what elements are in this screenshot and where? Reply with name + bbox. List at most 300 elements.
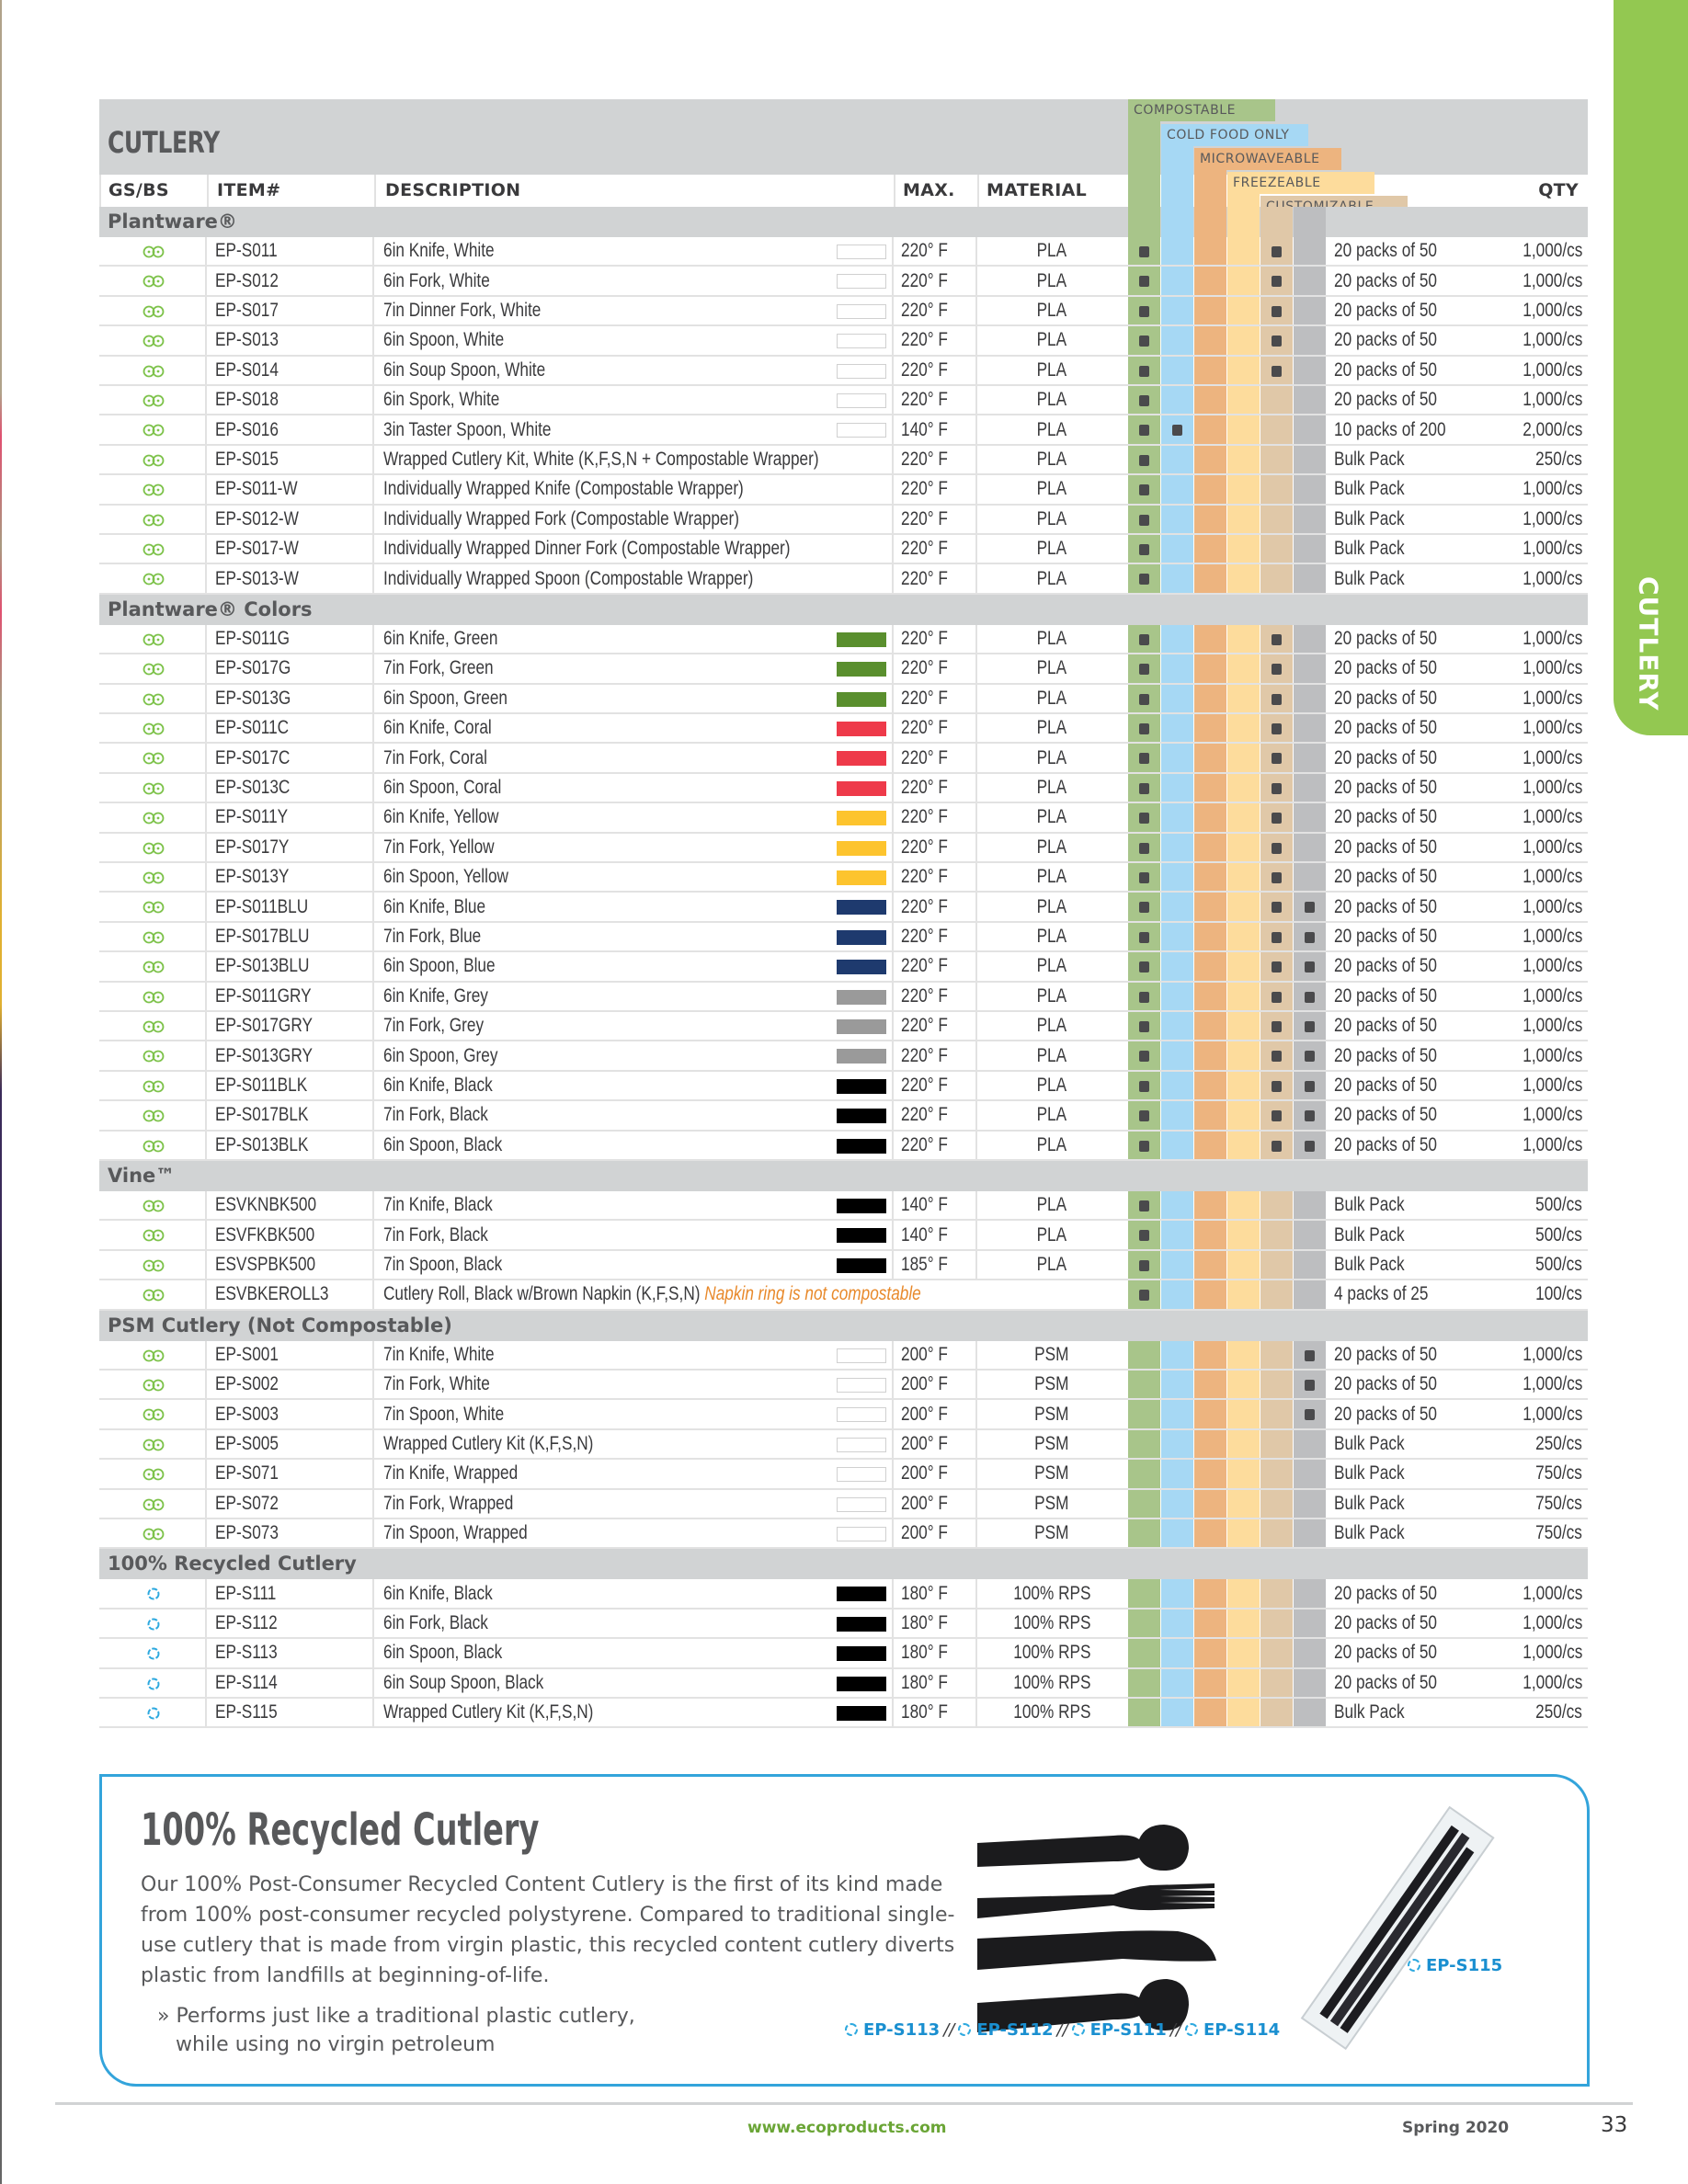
attribute-cell <box>1161 625 1193 653</box>
cell-divider <box>205 267 207 294</box>
green-seal-icon <box>141 1408 166 1421</box>
attribute-cell <box>1294 1221 1326 1248</box>
attribute-cell <box>1194 863 1226 891</box>
attribute-cell <box>1260 475 1293 503</box>
table-row <box>99 1101 1588 1131</box>
cell-divider <box>372 685 374 712</box>
cell-divider <box>892 535 894 563</box>
cell-divider <box>892 1072 894 1099</box>
item-description: 7in Spoon, Black <box>383 1253 503 1275</box>
case-quantity: 1,000/cs <box>1522 1373 1582 1395</box>
header-divider <box>374 175 376 207</box>
pack-size: 4 packs of 25 <box>1334 1283 1429 1305</box>
attribute-check-icon <box>1272 753 1282 764</box>
attribute-cell <box>1260 326 1293 354</box>
attribute-cell <box>1227 952 1260 980</box>
attribute-check-icon <box>1305 1051 1315 1062</box>
attribute-check-icon <box>1139 961 1149 973</box>
color-swatch <box>837 1109 886 1123</box>
cell-divider <box>892 506 894 533</box>
case-quantity: 750/cs <box>1535 1492 1582 1514</box>
cell-divider <box>205 1072 207 1099</box>
pack-size: 20 packs of 50 <box>1334 1403 1438 1425</box>
cell-divider <box>892 326 894 354</box>
case-quantity: 1,000/cs <box>1522 1074 1582 1096</box>
max-temperature: 220° F <box>901 358 948 381</box>
green-seal-icon <box>141 812 166 825</box>
cell-divider <box>892 1490 894 1518</box>
cell-divider <box>372 297 374 324</box>
attribute-cell <box>1161 564 1193 592</box>
attribute-cell <box>1161 923 1193 950</box>
attribute-cell <box>1194 326 1226 354</box>
material: PLA <box>1036 806 1067 828</box>
attribute-cell <box>1128 1579 1160 1607</box>
attribute-cell <box>1260 1519 1293 1547</box>
attribute-cell <box>1194 1341 1226 1369</box>
legend-column-extension <box>1227 207 1260 237</box>
attribute-cell <box>1227 774 1260 802</box>
attribute-cell <box>1294 237 1326 265</box>
attribute-cell <box>1128 834 1160 861</box>
pack-size: 20 packs of 50 <box>1334 299 1438 321</box>
attribute-cell <box>1260 1132 1293 1159</box>
attribute-cell <box>1161 475 1193 503</box>
attribute-cell <box>1227 1341 1260 1369</box>
item-description: 7in Spoon, White <box>383 1403 505 1425</box>
cell-divider <box>892 893 894 920</box>
cell-divider <box>372 446 374 473</box>
attribute-cell <box>1294 475 1326 503</box>
table-row <box>99 774 1588 803</box>
attribute-cell <box>1260 267 1293 294</box>
item-description: 6in Spoon, Grey <box>383 1044 498 1066</box>
attribute-cell <box>1161 983 1193 1010</box>
attribute-cell <box>1294 1610 1326 1637</box>
cell-divider <box>892 1639 894 1666</box>
table-row <box>99 714 1588 744</box>
section-header <box>99 595 1588 625</box>
attribute-check-icon <box>1139 1200 1149 1211</box>
material: 100% RPS <box>1012 1701 1091 1723</box>
green-seal-icon <box>141 543 166 556</box>
cell-divider <box>892 1221 894 1248</box>
attribute-check-icon <box>1139 306 1149 317</box>
attribute-cell <box>1161 535 1193 563</box>
item-number: EP-S011-W <box>215 478 298 500</box>
cell-divider <box>892 952 894 980</box>
attribute-cell <box>1294 714 1326 742</box>
attribute-cell <box>1260 564 1293 592</box>
attribute-cell <box>1128 1341 1160 1369</box>
item-description: 7in Fork, Blue <box>383 925 482 947</box>
item-description: Individually Wrapped Spoon (Compostable Wrapper) <box>383 567 754 589</box>
attribute-cell <box>1294 654 1326 682</box>
color-swatch <box>837 1527 886 1541</box>
material: PLA <box>1036 866 1067 888</box>
attribute-cell <box>1161 1460 1193 1487</box>
material: PLA <box>1036 329 1067 351</box>
table-row <box>99 1490 1588 1519</box>
recycled-utensils-image <box>975 1823 1251 2053</box>
item-description: 7in Fork, Black <box>383 1223 488 1246</box>
material: PLA <box>1036 448 1067 470</box>
cell-divider <box>372 744 374 771</box>
cell-divider <box>205 1519 207 1547</box>
case-quantity: 1,000/cs <box>1522 1582 1582 1604</box>
item-number: EP-S011BLK <box>215 1074 308 1096</box>
item-description: 6in Knife, Blue <box>383 895 486 917</box>
attribute-cell <box>1227 983 1260 1010</box>
attribute-cell <box>1260 1341 1293 1369</box>
attribute-cell <box>1161 1669 1193 1697</box>
attribute-cell <box>1294 983 1326 1010</box>
table-row <box>99 1430 1588 1460</box>
green-seal-icon <box>141 693 166 706</box>
table-row <box>99 535 1588 564</box>
table-row <box>99 326 1588 356</box>
cell-divider <box>205 326 207 354</box>
max-temperature: 220° F <box>901 925 948 947</box>
max-temperature: 180° F <box>901 1671 948 1693</box>
case-quantity: 250/cs <box>1535 1432 1582 1454</box>
attribute-cell <box>1294 803 1326 831</box>
cell-divider <box>372 1610 374 1637</box>
attribute-cell <box>1227 1221 1260 1248</box>
attribute-cell <box>1128 1519 1160 1547</box>
attribute-cell <box>1260 1699 1293 1726</box>
attribute-cell <box>1294 893 1326 920</box>
attribute-cell <box>1227 744 1260 771</box>
green-seal-icon <box>141 454 166 467</box>
material: PLA <box>1036 1253 1067 1275</box>
attribute-cell <box>1161 774 1193 802</box>
attribute-cell <box>1260 923 1293 950</box>
color-swatch <box>837 1139 886 1154</box>
attribute-cell <box>1294 863 1326 891</box>
item-description: 7in Fork, Black <box>383 1104 488 1126</box>
attribute-check-icon <box>1139 694 1149 705</box>
attribute-cell <box>1227 1610 1260 1637</box>
max-temperature: 220° F <box>901 1104 948 1126</box>
attribute-cell <box>1128 1371 1160 1398</box>
item-number: EP-S003 <box>215 1403 279 1425</box>
cell-divider <box>892 1101 894 1129</box>
material: 100% RPS <box>1012 1642 1091 1664</box>
material: PSM <box>1034 1462 1069 1484</box>
attribute-check-icon <box>1272 961 1282 973</box>
item-description: 6in Spoon, Black <box>383 1133 503 1155</box>
cell-divider <box>205 1251 207 1279</box>
attribute-cell <box>1194 834 1226 861</box>
case-quantity: 500/cs <box>1535 1223 1582 1246</box>
attribute-cell <box>1294 834 1326 861</box>
cell-divider <box>892 297 894 324</box>
attribute-cell <box>1260 1490 1293 1518</box>
green-seal-icon <box>141 871 166 884</box>
legend-tab-compostable: COMPOSTABLE <box>1128 99 1275 121</box>
material: 100% RPS <box>1012 1671 1091 1693</box>
attribute-cell <box>1128 893 1160 920</box>
caption-separator: // <box>1169 2020 1181 2040</box>
pack-size: Bulk Pack <box>1334 1492 1405 1514</box>
max-temperature: 220° F <box>901 687 948 709</box>
material: PLA <box>1036 1015 1067 1037</box>
attribute-cell <box>1227 1072 1260 1099</box>
cell-divider <box>892 1430 894 1458</box>
color-swatch <box>837 364 886 379</box>
attribute-cell <box>1161 1341 1193 1369</box>
item-number: EP-S011C <box>215 717 290 739</box>
attribute-cell <box>1260 1400 1293 1428</box>
attribute-check-icon <box>1272 1141 1282 1152</box>
attribute-cell <box>1260 1041 1293 1069</box>
max-temperature: 180° F <box>901 1701 948 1723</box>
attribute-cell <box>1294 1251 1326 1279</box>
material: PLA <box>1036 1104 1067 1126</box>
item-description: 7in Spoon, Wrapped <box>383 1522 528 1544</box>
pack-size: Bulk Pack <box>1334 567 1405 589</box>
max-temperature: 220° F <box>901 448 948 470</box>
case-quantity: 500/cs <box>1535 1253 1582 1275</box>
color-swatch <box>837 1677 886 1691</box>
green-seal-icon <box>141 1140 166 1153</box>
attribute-check-icon <box>1139 634 1149 645</box>
material: 100% RPS <box>1012 1582 1091 1604</box>
attribute-cell <box>1227 1460 1260 1487</box>
green-seal-icon <box>141 633 166 646</box>
case-quantity: 1,000/cs <box>1522 478 1582 500</box>
attribute-cell <box>1227 326 1260 354</box>
color-swatch <box>837 841 886 856</box>
attribute-cell <box>1294 1191 1326 1219</box>
cell-divider <box>205 803 207 831</box>
item-description: Wrapped Cutlery Kit, White (K,F,S,N + Compostable Wrapper) <box>383 448 819 470</box>
cell-divider <box>205 415 207 443</box>
green-seal-icon <box>141 991 166 1004</box>
max-temperature: 180° F <box>901 1582 948 1604</box>
wrapped-cutlery-kit-image <box>1288 1795 1509 2062</box>
item-description: 6in Spoon, Blue <box>383 955 496 977</box>
table-row <box>99 1132 1588 1161</box>
cell-divider <box>205 1191 207 1219</box>
cell-divider <box>892 1519 894 1547</box>
attribute-cell <box>1194 803 1226 831</box>
cell-divider <box>372 1371 374 1398</box>
attribute-cell <box>1161 386 1193 414</box>
pack-size: 20 packs of 50 <box>1334 657 1438 679</box>
attribute-cell <box>1128 475 1160 503</box>
attribute-cell <box>1194 1041 1226 1069</box>
attribute-cell <box>1260 1371 1293 1398</box>
attribute-cell <box>1128 1490 1160 1518</box>
item-description: Individually Wrapped Dinner Fork (Compostable Wrapper) <box>383 538 791 560</box>
case-quantity: 2,000/cs <box>1522 418 1582 440</box>
attribute-cell <box>1128 1460 1160 1487</box>
attribute-check-icon <box>1272 336 1282 347</box>
color-swatch <box>837 990 886 1005</box>
attribute-cell <box>1194 1371 1226 1398</box>
max-temperature: 220° F <box>901 895 948 917</box>
cell-divider <box>892 654 894 682</box>
cell-divider <box>372 863 374 891</box>
attribute-cell <box>1227 1430 1260 1458</box>
attribute-check-icon <box>1305 1409 1315 1420</box>
item-number: EP-S073 <box>215 1522 279 1544</box>
material: PLA <box>1036 358 1067 381</box>
item-description: 6in Fork, White <box>383 269 490 291</box>
attribute-check-icon <box>1139 336 1149 347</box>
attribute-cell <box>1161 1251 1193 1279</box>
cell-divider <box>372 1639 374 1666</box>
material: PLA <box>1036 567 1067 589</box>
color-swatch <box>837 781 886 796</box>
cell-divider <box>205 535 207 563</box>
case-quantity: 250/cs <box>1535 448 1582 470</box>
case-quantity: 1,000/cs <box>1522 1015 1582 1037</box>
cell-divider <box>372 983 374 1010</box>
table-title: CUTLERY <box>108 125 220 160</box>
promo-bullet-line2: while using no virgin petroleum <box>176 2033 496 2056</box>
attribute-cell <box>1128 535 1160 563</box>
cell-divider <box>205 1400 207 1428</box>
attribute-cell <box>1161 654 1193 682</box>
case-quantity: 1,000/cs <box>1522 717 1582 739</box>
green-seal-icon <box>141 722 166 735</box>
attribute-cell <box>1128 1280 1160 1308</box>
case-quantity: 500/cs <box>1535 1194 1582 1216</box>
cell-divider <box>372 326 374 354</box>
side-tab-label: CUTLERY <box>1633 575 1664 711</box>
cell-divider <box>205 1430 207 1458</box>
promo-title: 100% Recycled Cutlery <box>141 1804 540 1856</box>
pack-size: Bulk Pack <box>1334 1432 1405 1454</box>
attribute-cell <box>1294 297 1326 324</box>
attribute-cell <box>1294 1280 1326 1308</box>
material: 100% RPS <box>1012 1611 1091 1633</box>
cell-divider <box>205 1490 207 1518</box>
table-row <box>99 834 1588 863</box>
attribute-cell <box>1227 1132 1260 1159</box>
cell-divider <box>205 1610 207 1637</box>
material: PLA <box>1036 269 1067 291</box>
case-quantity: 1,000/cs <box>1522 1403 1582 1425</box>
green-seal-icon <box>141 842 166 855</box>
attribute-cell <box>1194 1251 1226 1279</box>
attribute-cell <box>1227 415 1260 443</box>
attribute-check-icon <box>1305 1350 1315 1361</box>
item-description: 6in Knife, Yellow <box>383 806 499 828</box>
attribute-cell <box>1227 1251 1260 1279</box>
footer-website-link[interactable]: www.ecoproducts.com <box>747 2119 947 2137</box>
item-number: EP-S115 <box>215 1701 278 1723</box>
attribute-cell <box>1161 1490 1193 1518</box>
attribute-check-icon <box>1139 544 1149 555</box>
attribute-check-icon <box>1305 902 1315 913</box>
attribute-check-icon <box>1139 246 1149 257</box>
color-swatch <box>837 1706 886 1721</box>
item-description: 7in Fork, Wrapped <box>383 1492 514 1514</box>
item-description: 6in Spoon, White <box>383 329 505 351</box>
attribute-cell <box>1260 744 1293 771</box>
attribute-cell <box>1294 774 1326 802</box>
material: PLA <box>1036 955 1067 977</box>
attribute-cell <box>1194 237 1226 265</box>
cell-divider <box>372 714 374 742</box>
cell-divider <box>372 1101 374 1129</box>
table-row <box>99 1610 1588 1639</box>
cell-divider <box>372 1191 374 1219</box>
cell-divider <box>372 1430 374 1458</box>
green-seal-icon <box>141 275 166 288</box>
attribute-check-icon <box>1272 366 1282 377</box>
attribute-check-icon <box>1139 395 1149 406</box>
cell-divider <box>205 744 207 771</box>
cell-divider <box>205 1012 207 1040</box>
cell-divider <box>205 1639 207 1666</box>
item-description: 7in Fork, Coral <box>383 746 487 768</box>
green-seal-icon <box>141 1050 166 1063</box>
caption-separator: // <box>943 2020 955 2040</box>
attribute-cell <box>1260 774 1293 802</box>
table-row <box>99 1400 1588 1429</box>
attribute-check-icon <box>1305 992 1315 1003</box>
attribute-cell <box>1161 1579 1193 1607</box>
color-swatch <box>837 1438 886 1452</box>
attribute-check-icon <box>1139 783 1149 794</box>
cell-divider <box>205 237 207 265</box>
attribute-cell <box>1128 1101 1160 1129</box>
color-swatch <box>837 1199 886 1213</box>
cell-divider <box>372 475 374 503</box>
green-seal-icon <box>141 394 166 407</box>
item-number: EP-S011 <box>215 240 278 262</box>
attribute-cell <box>1128 923 1160 950</box>
table-row <box>99 1041 1588 1071</box>
item-number: EP-S013BLU <box>215 955 310 977</box>
attribute-cell <box>1194 506 1226 533</box>
attribute-check-icon <box>1139 484 1149 495</box>
case-quantity: 750/cs <box>1535 1522 1582 1544</box>
attribute-cell <box>1128 1132 1160 1159</box>
cell-divider <box>205 357 207 384</box>
material: PLA <box>1036 657 1067 679</box>
item-number: EP-S112 <box>215 1611 278 1633</box>
attribute-check-icon <box>1272 813 1282 824</box>
attribute-cell <box>1227 654 1260 682</box>
max-temperature: 140° F <box>901 418 948 440</box>
attribute-cell <box>1294 1699 1326 1726</box>
case-quantity: 1,000/cs <box>1522 657 1582 679</box>
attribute-cell <box>1294 1669 1326 1697</box>
attribute-cell <box>1260 446 1293 473</box>
cell-divider <box>892 834 894 861</box>
case-quantity: 100/cs <box>1535 1283 1582 1305</box>
material: PLA <box>1036 746 1067 768</box>
cell-divider <box>372 654 374 682</box>
max-temperature: 220° F <box>901 269 948 291</box>
pack-size: 20 packs of 50 <box>1334 1074 1438 1096</box>
attribute-cell <box>1260 625 1293 653</box>
recycled-content-icon <box>141 1587 166 1600</box>
attribute-cell <box>1227 357 1260 384</box>
item-number: ESVBKEROLL3 <box>215 1283 329 1305</box>
pack-size: 20 packs of 50 <box>1334 1044 1438 1066</box>
green-seal-icon <box>141 752 166 765</box>
attribute-check-icon <box>1272 723 1282 734</box>
attribute-cell <box>1194 983 1226 1010</box>
max-temperature: 220° F <box>901 389 948 411</box>
